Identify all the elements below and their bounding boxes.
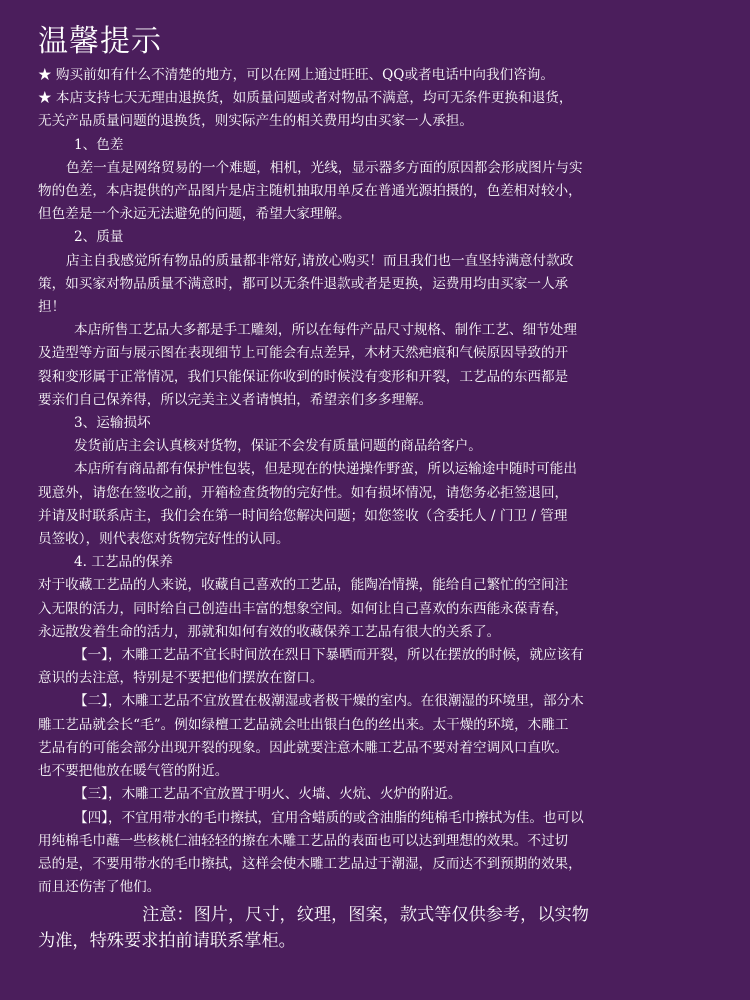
text-line: 而且还伤害了他们。: [38, 879, 161, 896]
text-line: 发货前店主会认真核对货物，保证不会发有质量问题的商品给客户。: [74, 438, 482, 455]
text-line: 并请及时联系店主，我们会在第一时间给您解决问题；如您签收（含委托人 / 门卫 / 管理: [38, 507, 568, 524]
text-line: 现意外，请您在签收之前，开箱检查货物的完好性。如有损坏情况，请您务必拒签退回，: [38, 484, 569, 501]
text-line: 【一】，木雕工艺品不宜长时间放在烈日下暴晒而开裂，所以在摆放的时候，就应该有: [74, 647, 584, 664]
text-line: 2、质量: [74, 229, 124, 246]
text-line: 无关产品质量问题的退换货，则实际产生的相关费用均由买家一人承担。: [38, 113, 473, 130]
text-line: 员签收），则代表您对货物完好性的认同。: [38, 531, 290, 548]
text-line: 策，如买家对物品质量不满意时，都可以无条件退款或者是更换，运费用均由买家一人承: [38, 275, 569, 292]
disclaimer-notice: [38, 902, 728, 954]
text-line: 本店所售工艺品大多都是手工雕刻，所以在每件产品尺寸规格、制作工艺、细节处理: [74, 322, 577, 339]
text-line: 要亲们自己保养得，所以完美主义者请慎拍，希望亲们多多理解。: [38, 391, 433, 408]
text-line: 【四】，不宜用带水的毛巾擦拭，宜用含蜡质的或含油脂的纯棉毛巾擦拭为佳。也可以: [74, 809, 584, 826]
text-line: 店主自我感觉所有物品的质量都非常好,请放心购买！而且我们也一直坚持满意付款政: [66, 252, 574, 269]
text-line: 也不要把他放在暖气管的附近。: [38, 763, 229, 780]
text-line: 艺品有的可能会部分出现开裂的现象。因此就要注意木雕工艺品不要对着空调风口直吹。: [38, 739, 569, 756]
text-line: 1、色差: [74, 136, 124, 153]
text-line: 永远散发着生命的活力，那就和如何有效的收藏保养工艺品有很大的关系了。: [38, 623, 501, 640]
text-line: 裂和变形属于正常情况，我们只能保证你收到的时候没有变形和开裂，工艺品的东西都是: [38, 368, 569, 385]
text-line: 用纯棉毛巾蘸一些核桃仁油轻轻的擦在木雕工艺品的表面也可以达到理想的效果。不过切: [38, 832, 569, 849]
text-line: 但色差是一个永远无法避免的问题，希望大家理解。: [38, 206, 351, 223]
page-title: 温馨提示: [38, 24, 162, 59]
text-line: ★ 本店支持七天无理由退换货，如质量问题或者对物品不满意，均可无条件更换和退货，: [38, 90, 573, 107]
text-line: ★ 购买前如有什么不清楚的地方，可以在网上通过旺旺、QQ或者电话中向我们咨询。: [38, 67, 554, 83]
text-line: 物的色差，本店提供的产品图片是店主随机抽取用单反在普通光源拍摄的，色差相对较小，: [38, 183, 582, 200]
text-line: 雕工艺品就会长“毛”。例如绿檀工艺品就会吐出银白色的丝出来。太干燥的环境，木雕工: [38, 716, 569, 733]
text-line: 3、运输损坏: [74, 415, 151, 432]
text-line: 对于收藏工艺品的人来说，收藏自己喜欢的工艺品，能陶冶情操，能给自己繁忙的空间注: [38, 577, 569, 594]
text-line: 本店所有商品都有保护性包装，但是现在的快递操作野蛮，所以运输途中随时可能出: [74, 461, 577, 478]
disclaimer-line-2: 为准，特殊要求拍前请联系掌柜。: [38, 931, 296, 951]
disclaimer-line-1: 注意：图片，尺寸，纹理，图案，款式等仅供参考，以实物: [142, 905, 589, 925]
tips-body: [38, 64, 722, 899]
text-line: 担！: [38, 299, 66, 316]
text-line: 【三】，木雕工艺品不宜放置于明火、火墙、火炕、火炉的附近。: [74, 786, 462, 803]
text-line: 忌的是，不要用带水的毛巾擦拭，这样会使木雕工艺品过于潮湿，反而达不到预期的效果，: [38, 855, 582, 872]
text-line: 4. 工艺品的保养: [74, 554, 173, 571]
text-line: 及造型等方面与展示图在表现细节上可能会有点差异，木材天然疤痕和气候原因导致的开: [38, 345, 569, 362]
text-line: 意识的去注意，特别是不要把他们摆放在窗口。: [38, 670, 324, 687]
text-line: 【二】，木雕工艺品不宜放置在极潮湿或者极干燥的室内。在很潮湿的环境里，部分木: [74, 693, 584, 710]
text-line: 色差一直是网络贸易的一个难题，相机，光线，显示器多方面的原因都会形成图片与实: [66, 159, 583, 176]
text-line: 入无限的活力，同时给自己创造出丰富的想象空间。如何让自己喜欢的东西能永葆青春，: [38, 600, 569, 617]
